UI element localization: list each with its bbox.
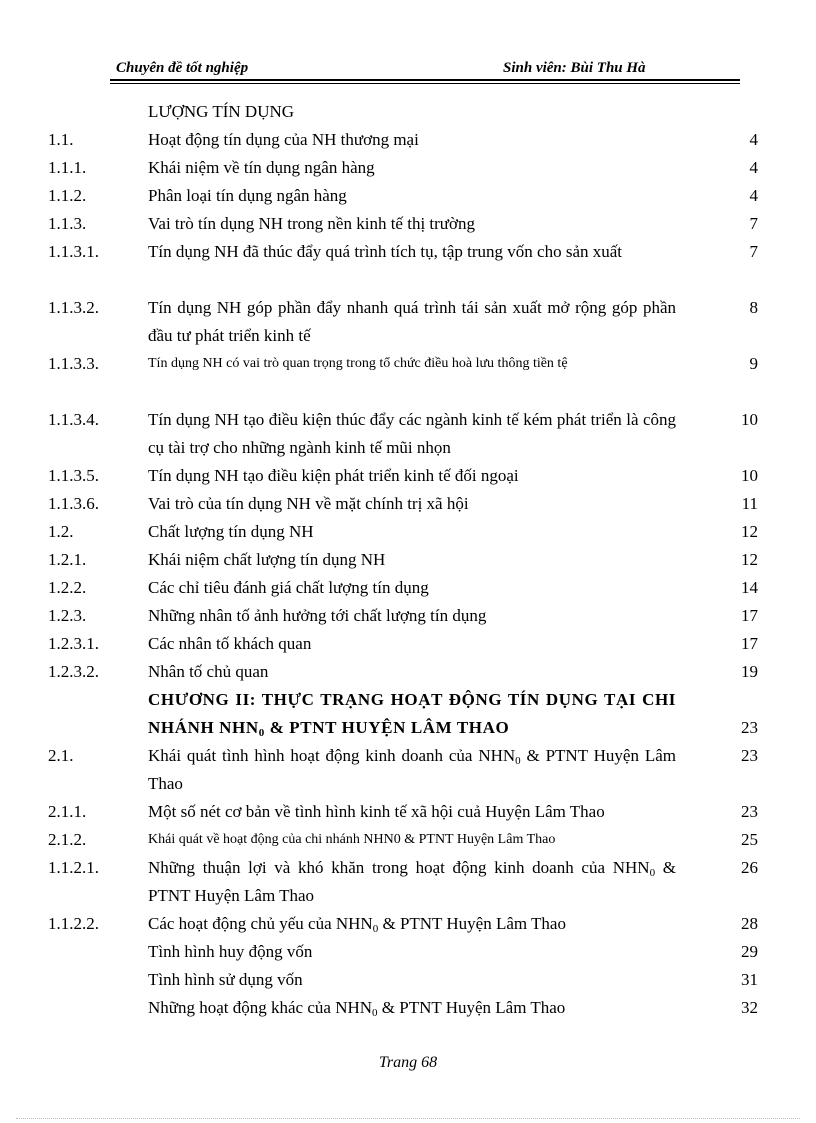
toc-page: 12: [741, 550, 758, 569]
toc-entry: [0, 798, 816, 826]
toc-number: 1.1.3.1.: [48, 242, 99, 261]
toc-number: 1.2.3.2.: [48, 662, 99, 681]
toc-entry: [0, 938, 816, 966]
toc-number: 1.1.1.: [48, 158, 87, 177]
toc-title: Các chỉ tiêu đánh giá chất lượng tín dụng: [148, 578, 429, 597]
toc-page: 7: [749, 214, 758, 233]
toc-number: 1.1.3.3.: [48, 354, 99, 373]
toc-entry: [0, 574, 816, 602]
toc-page: 23: [741, 802, 758, 821]
toc-entry: [0, 210, 816, 238]
toc-number: 1.2.3.: [48, 606, 87, 625]
toc-title: Một số nét cơ bản về tình hình kinh tế xã hội cuả Huyện Lâm Thao: [148, 802, 605, 821]
toc-page: 7: [749, 242, 758, 261]
toc-page: 12: [741, 522, 758, 541]
header-left: Chuyên đề tốt nghiệp: [116, 60, 249, 76]
toc-page: 19: [741, 662, 758, 681]
toc-page: 10: [741, 410, 758, 429]
toc-page: 17: [741, 606, 758, 625]
toc-title: Vai trò tín dụng NH trong nền kinh tế thị trường: [148, 214, 476, 233]
toc-page: 29: [741, 942, 758, 961]
toc-title: CHƯƠNG II: THỰC TRẠNG HOẠT ĐỘNG TÍN DỤNG TẠI CHI NHÁNH $NHN_0$ & PTNT HUYỆN LÂM THAO: [148, 690, 676, 739]
toc-entry: [0, 910, 816, 938]
toc-title: Các nhân tố khách quan: [148, 634, 312, 653]
toc-page: 4: [749, 130, 758, 149]
toc-entry: [0, 658, 816, 686]
toc-number: 1.2.3.1.: [48, 634, 99, 653]
table-of-contents: [0, 98, 816, 1022]
toc-title: Chất lượng tín dụng NH: [148, 522, 314, 541]
toc-number: 1.1.2.2.: [48, 914, 99, 933]
toc-entry: [0, 98, 816, 126]
toc-page: 11: [741, 494, 758, 513]
toc-page: 10: [741, 466, 758, 485]
toc-page: 32: [741, 998, 758, 1017]
toc-title: LƯỢNG TÍN DỤNG: [148, 102, 295, 121]
toc-page: 8: [749, 298, 758, 317]
toc-entry: [0, 742, 816, 798]
toc-entry: [0, 630, 816, 658]
toc-title: Những nhân tố ảnh hưởng tới chất lượng tín dụng: [148, 606, 487, 625]
toc-title: Khái quát tình hình hoạt động kinh doanh của $NHN_0$ & PTNT Huyện Lâm Thao: [148, 746, 676, 793]
toc-entry: [0, 602, 816, 630]
toc-title: Hoạt động tín dụng của NH thương mại: [148, 130, 419, 149]
toc-number: 1.2.1.: [48, 550, 87, 569]
toc-number: 1.1.3.6.: [48, 494, 99, 513]
toc-number: 1.1.3.: [48, 214, 87, 233]
toc-entry: [0, 154, 816, 182]
toc-number: 1.1.2.1.: [48, 858, 99, 877]
toc-entry: [0, 546, 816, 574]
toc-entry: [0, 294, 816, 350]
toc-title: Tín dụng NH tạo điều kiện thúc đẩy các ngành kinh tế kém phát triển là công cụ tài trợ cho những ngành kinh tế mũi nhọn: [148, 410, 676, 457]
header-rule-thick: [110, 79, 740, 81]
page-header: [116, 60, 740, 80]
toc-number: 1.1.3.5.: [48, 466, 99, 485]
toc-title: Tín dụng NH góp phần đẩy nhanh quá trình tái sản xuất mở rộng góp phần đầu tư phát triển kinh tế: [148, 298, 676, 345]
toc-page: 23: [741, 718, 758, 737]
toc-entry: [0, 350, 816, 406]
toc-number: 1.2.: [48, 522, 74, 541]
toc-title: Tín dụng NH có vai trò quan trọng trong tổ chức điều hoà lưu thông tiền tệ: [148, 356, 568, 371]
toc-page: 4: [749, 186, 758, 205]
toc-page: 25: [741, 830, 758, 849]
toc-entry: [0, 126, 816, 154]
toc-page: 17: [741, 634, 758, 653]
toc-number: 2.1.1.: [48, 802, 87, 821]
toc-page: 23: [741, 746, 758, 765]
toc-title: Những thuận lợi và khó khăn trong hoạt động kinh doanh của $NHN_0$ & PTNT Huyện Lâm Thao: [148, 858, 676, 905]
header-rule-thin: [110, 83, 740, 84]
page-footer: Trang 68: [378, 1054, 438, 1071]
toc-title: Những hoạt động khác của $NHN_0$ & PTNT Huyện Lâm Thao: [148, 998, 566, 1019]
toc-entry: [0, 406, 816, 462]
toc-entry: [0, 826, 816, 854]
toc-number: 2.1.: [48, 746, 74, 765]
toc-number: 1.1.2.: [48, 186, 87, 205]
toc-title: Tình hình huy động vốn: [148, 942, 313, 961]
toc-page: 9: [749, 354, 758, 373]
toc-title: Tình hình sử dụng vốn: [148, 970, 303, 989]
toc-entry: [0, 994, 816, 1022]
toc-title: Khái niệm về tín dụng ngân hàng: [148, 158, 375, 177]
toc-entry: [0, 182, 816, 210]
toc-entry: [0, 238, 816, 294]
header-right: Sinh viên: Bùi Thu Hà: [503, 60, 646, 76]
toc-title: Nhân tố chủ quan: [148, 662, 269, 681]
toc-entry: [0, 518, 816, 546]
toc-page: 14: [741, 578, 758, 597]
toc-number: 1.2.2.: [48, 578, 87, 597]
page-bottom-border: [16, 1118, 800, 1119]
toc-number: 1.1.: [48, 130, 74, 149]
toc-page: 26: [741, 858, 758, 877]
toc-title: Tín dụng NH tạo điều kiện phát triển kinh tế đối ngoại: [148, 466, 519, 485]
toc-title: Vai trò của tín dụng NH về mặt chính trị xã hội: [148, 494, 469, 513]
toc-entry: [0, 462, 816, 490]
toc-title: Khái niệm chất lượng tín dụng NH: [148, 550, 386, 569]
toc-number: 1.1.3.4.: [48, 410, 99, 429]
toc-entry: [0, 854, 816, 910]
toc-number: 1.1.3.2.: [48, 298, 99, 317]
toc-number: 2.1.2.: [48, 830, 87, 849]
toc-page: 31: [741, 970, 758, 989]
toc-title: Phân loại tín dụng ngân hàng: [148, 186, 347, 205]
toc-title: Khái quát về hoạt động của chi nhánh NHN0 & PTNT Huyện Lâm Thao: [148, 832, 556, 847]
toc-title: Các hoạt động chủ yếu của $NHN_0$ & PTNT Huyện Lâm Thao: [148, 914, 566, 935]
toc-page: 4: [749, 158, 758, 177]
toc-entry: [0, 490, 816, 518]
toc-title: Tín dụng NH đã thúc đẩy quá trình tích tụ, tập trung vốn cho sản xuất: [148, 242, 623, 261]
toc-chapter-heading: [0, 686, 816, 742]
toc-entry: [0, 966, 816, 994]
toc-page: 28: [741, 914, 758, 933]
